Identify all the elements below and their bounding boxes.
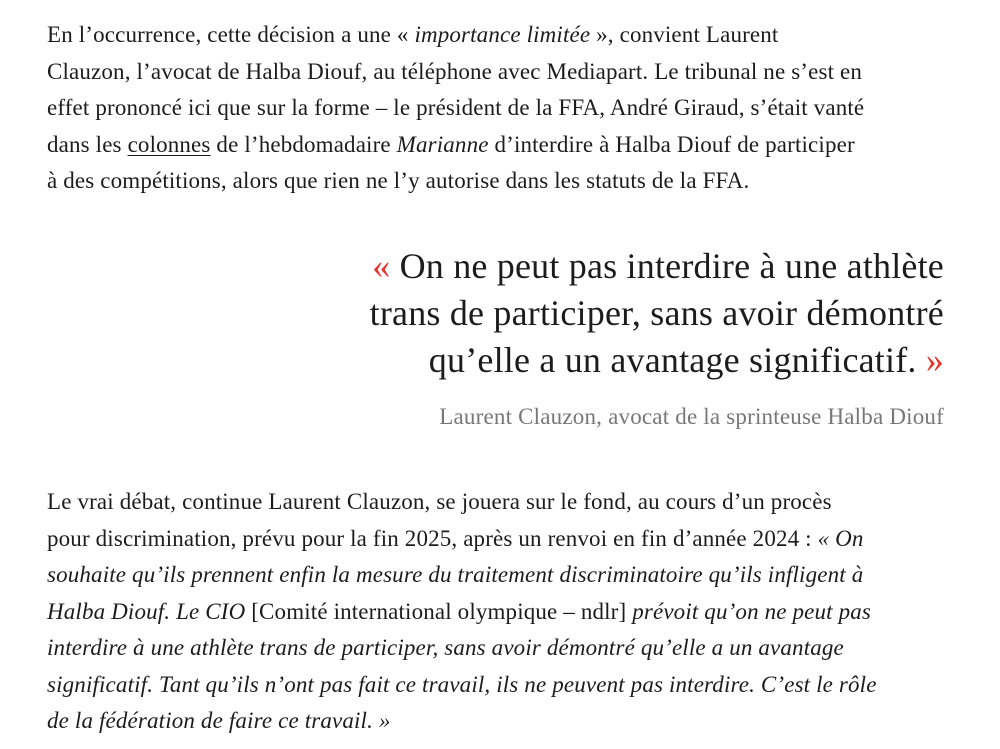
line [47,127,947,164]
line [47,17,947,54]
text: dans les [47,131,128,157]
quote-text: qu’elle a un avantage significatif. [428,340,926,380]
colonnes-link[interactable]: colonnes [127,131,211,157]
italic-quote: « On [817,525,864,551]
line: Clauzon, l’avocat de Halba Diouf, au téléphone avec Mediapart. Le tribunal ne s’est en [47,58,863,84]
open-quote-mark: « [372,246,391,286]
line [47,594,947,631]
text: En l’occurrence, cette décision a une « [47,22,415,47]
quote-attribution: Laurent Clauzon, avocat de la sprinteuse Halba Diouf [439,404,944,429]
paragraph-debate [47,484,947,740]
close-quote-mark: » [925,340,944,380]
italic-quote: prévoit qu’on ne peut pas [626,598,872,624]
pull-quote [244,243,944,384]
italic-quote: Halba Diouf. Le CIO [47,598,252,624]
text: d’interdire à Halba Diouf de participer [488,131,855,157]
publication-name: Marianne [396,131,489,157]
quote-line: trans de participer, sans avoir démontré [369,293,944,333]
line: Le vrai débat, continue Laurent Clauzon, se jouera sur le fond, au cours d’un procès [47,489,832,514]
line: effet prononcé ici que sur la forme – le président de la FFA, André Giraud, s’était vanté [47,95,865,120]
quote-text: On ne peut pas interdire à une athlète [390,246,944,286]
line: significatif. Tant qu’ils n’ont pas fait ce travail, ils ne peuvent pas interdire. C’est le rôle [47,671,877,697]
text: de l’hebdomadaire [210,131,397,157]
line: souhaite qu’ils prennent enfin la mesure du traitement discriminatoire qu’ils infligent à [47,562,864,587]
editor-note: [Comité international olympique – ndlr] [251,598,627,624]
text: pour discrimination, prévu pour la fin 2025, après un renvoi en fin d’année 2024 : [47,525,818,551]
text: », convient Laurent [590,22,779,47]
line: de la fédération de faire ce travail. » [47,708,391,733]
paragraph-intro [47,17,947,200]
line: à des compétitions, alors que rien ne l’y autorise dans les statuts de la FFA. [47,168,750,193]
line: interdire à une athlète trans de participer, sans avoir démontré qu’elle a un avantage [47,635,844,660]
quote-line [244,243,944,290]
quote-line [244,337,944,384]
line [47,521,947,558]
italic-quote: importance limitée [414,22,591,47]
